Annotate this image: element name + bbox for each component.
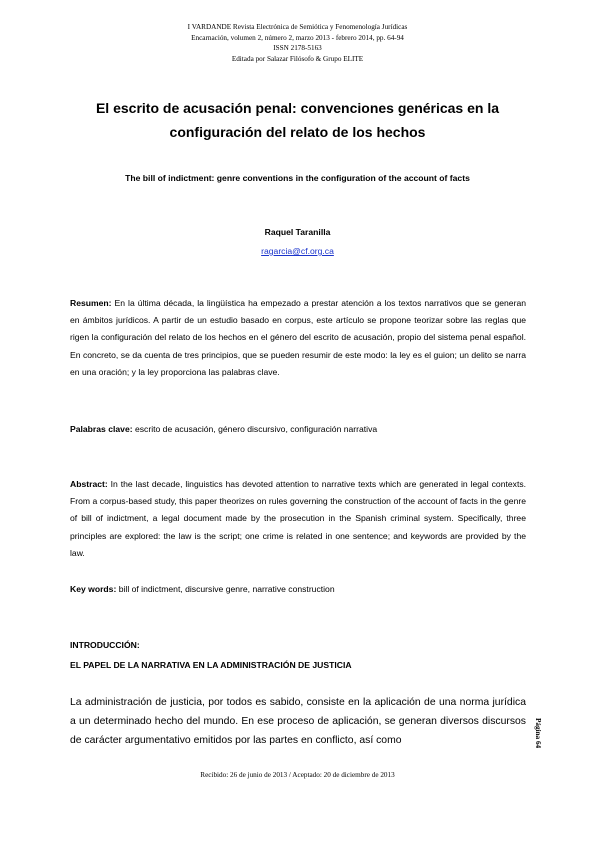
keywords-spanish-text: escrito de acusación, género discursivo, configuración narrativa <box>134 424 378 434</box>
journal-volume: Encarnación, volumen 2, número 2, marzo 2013 - febrero 2014, pp. 64-94 <box>191 33 404 42</box>
section-heading-title: EL PAPEL DE LA NARRATIVA EN LA ADMINISTRACIÓN DE JUSTICIA <box>70 659 352 670</box>
section-heading <box>70 636 526 675</box>
body-paragraph: La administración de justicia, por todos es sabido, consiste en la aplicación de una norma jurídica a un determinado hecho del mundo. En ese proceso de aplicación, se generan diversos discursos de carácter argumentativo emitidos por las partes en conflicto, así como <box>70 697 526 746</box>
author-name: Raquel Taranilla <box>264 227 331 237</box>
received-accepted-dates: Recibido: 26 de junio de 2013 / Aceptado: 20 de diciembre de 2013 <box>200 771 395 779</box>
abstract-spanish-text: En la última década, la lingüística ha empezado a prestar atención a los textos narrativos que se generan en ámbitos jurídicos. A partir de un estudio basado en corpus, este artículo se propone teorizar sobre las reglas que rigen la configuración del relato de los hechos en el género del escrito de acusación, propio del sistema penal español. En concreto, se da cuenta de tres principios, que se pueden resumir de este modo: la ley es el guion; un delito se narra en una oración; y la ley proporciona las palabras clave. <box>70 298 526 377</box>
keywords-english-text: bill of indictment, discursive genre, narrative construction <box>118 584 335 594</box>
paper-title <box>60 96 535 144</box>
journal-issn: ISSN 2178-5163 <box>273 44 322 52</box>
keywords-spanish-label: Palabras clave: <box>70 424 133 434</box>
abstract-spanish-label: Resumen: <box>70 298 112 308</box>
abstract-english <box>70 476 526 562</box>
abstract-spanish <box>70 295 526 381</box>
abstract-english-text: In the last decade, linguistics has devoted attention to narrative texts which are generated in legal contexts. From a corpus-based study, this paper theorizes on rules governing the construction of the account of facts in the genre of bill of indictment, a legal document made by the prosecution in the Spanish criminal system. Specifically, three principles are explored: the law is the script; one crime is related in one sentence; and keywords are provided by the law. <box>70 479 527 558</box>
title-line-1: El escrito de acusación penal: convenciones genéricas en la <box>95 100 500 116</box>
section-heading-intro: INTRODUCCIÓN: <box>70 640 140 650</box>
page-number: Página 64 <box>534 718 542 749</box>
journal-publisher: Editada por Salazar Filósofo & Grupo ELITE <box>231 54 364 63</box>
author-email-link[interactable]: ragarcia@cf.org.ca <box>261 246 334 256</box>
journal-name: I VARDANDE Revista Electrónica de Semiótica y Fenomenología Jurídicas <box>187 23 408 31</box>
english-title: The bill of indictment: genre conventions in the configuration of the account of facts <box>125 173 470 183</box>
abstract-english-label: Abstract: <box>70 479 108 489</box>
keywords-english <box>70 581 526 598</box>
keywords-english-label: Key words: <box>70 584 117 594</box>
keywords-spanish <box>70 421 526 438</box>
title-line-2: configuración del relato de los hechos <box>169 124 426 140</box>
journal-header <box>0 22 595 64</box>
